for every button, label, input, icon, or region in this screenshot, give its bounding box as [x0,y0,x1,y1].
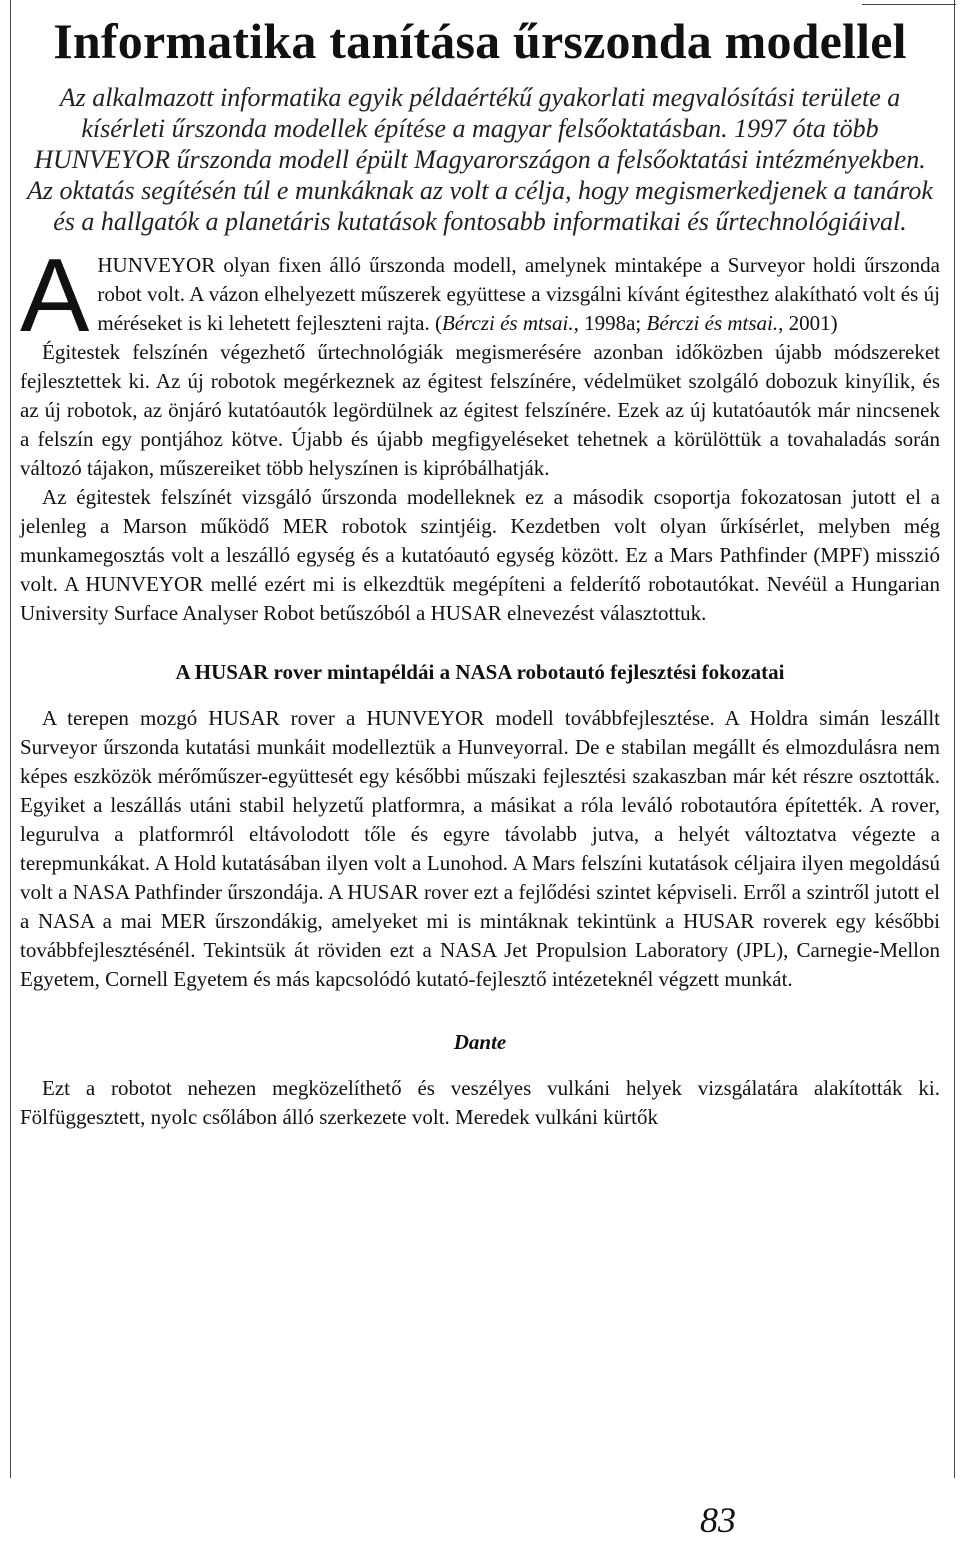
article-body [20,12,940,1132]
section-paragraph: A terepen mozgó HUSAR rover a HUNVEYOR modell továbbfejlesztése. A Holdra simán leszállt Surveyor űrszonda kutatási munkáit modelleztük a Hunveyorral. De e stabilan megállt és elmozdulásra nem képes eszközök mérőműszer-együttesét egy későbbi műszaki fejlesztési szakaszban már két részre osztották. Egyiket a leszállás utáni stabil helyzetű platformra, a másikat a róla leváló robotautóra építették. A rover, legurulva a platformról eltávolodott tőle és egyre távolabb jutva, a helyét változtatva végezte a terepmunkákat. A Hold kutatásában ilyen volt a Lunohod. A Mars felszíni kutatások céljaira ilyen megoldású volt a NASA Pathfinder űrszondája. A HUSAR rover ezt a fejlődési szintet képviseli. Erről a szintről jutott el a NASA a mai MER űrszondákig, amelyeket mi is mintáknak tekintünk a HUSAR roverek egy későbbi továbbfejlesztésénél. Tekintsük át röviden ezt a NASA Jet Propulsion Laboratory (JPL), Carnegie-Mellon Egyetem, Cornell Egyetem és más kapcsolódó kutató-fejlesztő intézeteknél végzett munkát. [20,706,940,991]
lead-text-3: , 2001) [778,311,838,335]
citation-2: Bérczi és mtsai. [646,311,779,335]
intro-paragraph-1: Égitestek felszínén végezhető űrtechnológiák megismerésére azonban időközben újabb módszereket fejlesztettek ki. Az új robotok megérkeznek az égitest felszínére, védelmüket szolgáló dobozuk kinyílik, és az új robotok, az önjáró kutatóautók legördülnek az égitest felszínére. Ezek az új kutatóautók már nincsenek a felszín egy pontjához kötve. Újabb és újabb megfigyeléseket tehetnek a körülöttük a tovahaladás során változó tájakon, műszereiket több helyszínen is kipróbálhatják. [20,340,940,480]
section-heading: A HUSAR rover mintapéldái a NASA robotautó fejlesztési fokozatai [175,660,785,684]
left-margin-rule [10,0,11,1478]
article-title: Informatika tanítása űrszonda modellel [53,13,907,69]
citation-1: Bérczi és mtsai. [441,311,574,335]
intro-paragraph-2: Az égitestek felszínét vizsgáló űrszonda modelleknek ez a második csoportja fokozatosan jutott el a jelenleg a Marson működő MER robotok szintjéig. Kezdetben volt olyan űrkísérlet, melyben még munkamegosztás volt a leszálló egység és a kutatóautó egység között. Ez a Mars Pathfinder (MPF) misszió volt. A HUNVEYOR mellé ezért mi is elkezdtük megépíteni a felderítő robotautókat. Nevéül a Hungarian University Surface Analyser Robot betűszóból a HUSAR elnevezést választottuk. [20,485,940,625]
page-number: 83 [700,1500,736,1540]
drop-cap: A [20,238,90,354]
subsection-paragraph: Ezt a robotot nehezen megközelíthető és veszélyes vulkáni helyek vizsgálatára alakították ki. Fölfüggesztett, nyolc csőlábon álló szerkezete volt. Meredek vulkáni kürtők [20,1076,940,1129]
article-abstract: Az alkalmazott informatika egyik példaértékű gyakorlati megvalósítási területe a kísérleti űrszonda modellek építése a magyar felsőoktatásban. 1997 óta több HUNVEYOR űrszonda modell épült Magyarországon a felsőoktatási intézményekben. Az oktatás segítésén túl e munkáknak az volt a célja, hogy megismerkedjenek a tanárok és a hallgatók a planetáris kutatások fontosabb informatikai és űrtechnológiáival. [27,83,933,236]
right-margin-rule [954,0,955,1478]
top-corner-rule [862,4,956,5]
lead-text-2: , 1998a; [573,311,647,335]
lead-text-1: HUNVEYOR olyan fixen álló űrszonda modell, amelynek mintaképe a Surveyor holdi űrszonda robot volt. A vázon elhelyezett műszerek együttese a vizsgálni kívánt égitesthez alakítható volt és új méréseket is ki lehetett fejleszteni rajta. ( [97,253,940,335]
subsection-heading: Dante [453,1030,507,1054]
lead-paragraph [20,238,940,354]
